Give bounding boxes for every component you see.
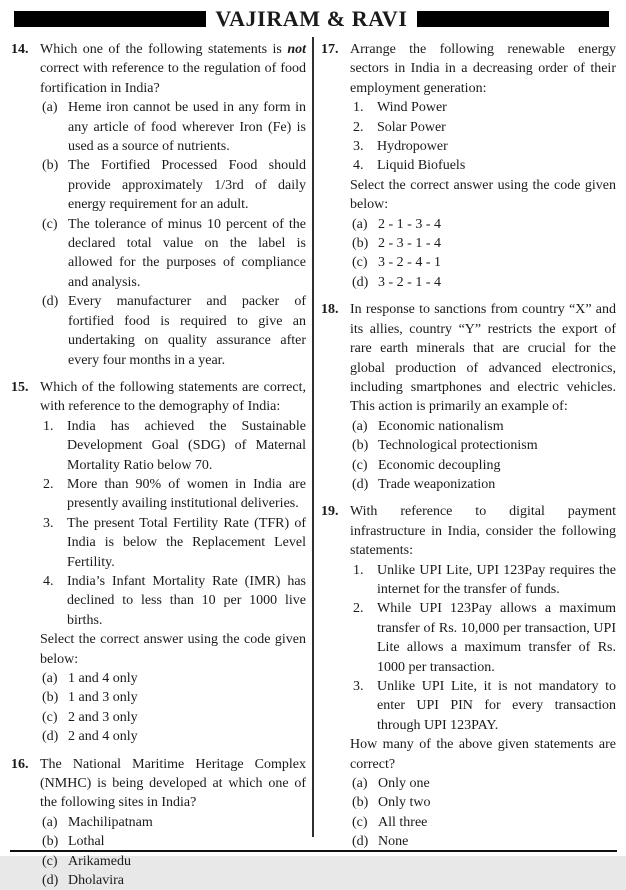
option-b <box>350 436 616 455</box>
question-number: 15. <box>11 379 29 395</box>
option-c <box>350 456 616 475</box>
option-d <box>40 292 306 370</box>
option-a <box>350 215 616 234</box>
item-number: 2. <box>353 119 364 135</box>
item-number: 3. <box>353 679 364 694</box>
list-item-3 <box>350 137 616 156</box>
statement-3 <box>40 514 306 572</box>
statement-2 <box>40 475 306 514</box>
option-a <box>350 417 616 436</box>
option-text: Every manufacturer and packer of fortified food is required to give an undertaking on quality assurance after every four months in a year. <box>68 294 306 368</box>
option-label: (b) <box>42 690 59 706</box>
item-text: More than 90% of women in India are presently availing institutional deliveries. <box>67 476 306 512</box>
option-text: The tolerance of minus 10 percent of the declared total value on the label is allowed for the purposes of compliance and analysis. <box>68 216 306 290</box>
option-b <box>350 793 616 812</box>
option-label: (d) <box>352 274 369 290</box>
item-text: Unlike UPI Lite, it is not mandatory to enter UPI PIN for every transaction through UPI 123PAY. <box>377 679 616 733</box>
option-text: Economic decoupling <box>378 457 501 473</box>
option-text: 2 and 4 only <box>68 729 138 745</box>
item-text: Unlike UPI Lite, UPI 123Pay requires the internet for the transfer of funds. <box>377 562 616 597</box>
column-divider <box>312 37 314 837</box>
option-text: 1 and 3 only <box>68 690 138 706</box>
list-item-1 <box>350 98 616 117</box>
option-label: (a) <box>42 100 58 116</box>
option-d <box>40 727 306 746</box>
question-18 <box>320 300 616 494</box>
header-bar-right <box>417 11 609 27</box>
brand-title: VAJIRAM & RAVI <box>215 6 408 32</box>
item-text: Hydropower <box>377 139 448 155</box>
option-text: The Fortified Processed Food should provide approximately 1/3rd of daily energy requirement for an adult. <box>68 158 306 213</box>
option-text: Arikamedu <box>68 853 131 869</box>
option-a <box>350 774 616 793</box>
item-number: 2. <box>353 601 364 617</box>
option-label: (c) <box>42 853 58 869</box>
option-text: Trade weaponization <box>378 476 496 492</box>
item-text: While UPI 123Pay allows a maximum transfer of Rs. 10,000 per transaction, UPI Lite allows a maximum transfer of Rs. 1000 per transaction. <box>377 601 616 675</box>
option-text: 2 and 3 only <box>68 709 138 725</box>
option-a <box>40 98 306 156</box>
item-text: Liquid Biofuels <box>377 158 466 174</box>
column-right <box>306 40 616 890</box>
option-label: (c) <box>42 216 58 232</box>
option-text: 1 and 4 only <box>68 671 138 686</box>
option-label: (b) <box>352 236 369 252</box>
item-text: India has achieved the Sustainable Development Goal (SDG) of Maternal Mortality Ratio below 70. <box>67 418 306 473</box>
option-text: Lothal <box>68 834 105 850</box>
list-item-4 <box>350 156 616 175</box>
item-number: 4. <box>43 573 54 589</box>
list-item-2 <box>350 118 616 137</box>
item-number: 1. <box>43 418 54 434</box>
question-14 <box>10 40 306 370</box>
statement-1 <box>350 561 616 600</box>
option-d <box>350 475 616 494</box>
item-number: 3. <box>43 515 54 531</box>
option-c <box>40 215 306 293</box>
post-question-text: How many of the above given statements are correct? <box>350 737 616 772</box>
option-c <box>350 813 616 832</box>
option-label: (b) <box>352 795 369 811</box>
option-label: (c) <box>352 457 368 473</box>
option-label: (b) <box>42 158 59 174</box>
question-number: 14. <box>11 42 29 57</box>
item-text: The present Total Fertility Rate (TFR) of India is below the Replacement Level Fertility. <box>67 515 306 570</box>
option-b <box>350 234 616 253</box>
option-label: (a) <box>42 671 58 686</box>
option-d <box>350 832 616 851</box>
stem-emphasis-not: not <box>287 42 306 57</box>
option-label: (d) <box>352 834 369 850</box>
option-text: Machilipatnam <box>68 814 153 830</box>
column-left <box>10 40 306 890</box>
option-text: Technological protectionism <box>378 438 538 454</box>
statement-4 <box>40 572 306 630</box>
option-label: (d) <box>42 873 59 889</box>
option-b <box>40 832 306 851</box>
question-15 <box>10 378 306 747</box>
option-text: Only two <box>378 795 431 811</box>
option-text: Only one <box>378 776 430 792</box>
item-number: 3. <box>353 139 364 155</box>
bottom-rule <box>10 850 617 852</box>
question-17 <box>320 40 616 292</box>
option-text: 3 - 2 - 4 - 1 <box>378 255 441 271</box>
question-stem: Which of the following statements are correct, with reference to the demography of India: <box>40 379 306 415</box>
item-number: 4. <box>353 158 364 174</box>
option-label: (d) <box>42 294 59 310</box>
question-stem: The National Maritime Heritage Complex (NMHC) is being developed at which one of the following sites in India? <box>40 756 306 811</box>
question-number: 18. <box>321 302 339 318</box>
question-number: 17. <box>321 42 339 57</box>
option-label: (c) <box>42 709 58 725</box>
question-stem: Arrange the following renewable energy sectors in India in a decreasing order of their employment generation: <box>350 42 616 96</box>
question-stem <box>40 40 306 98</box>
statement-2 <box>350 599 616 677</box>
item-text: Solar Power <box>377 119 446 135</box>
option-label: (a) <box>352 776 368 792</box>
stem-text: Which one of the following statements is <box>40 42 288 57</box>
option-d <box>350 273 616 292</box>
question-number: 16. <box>11 756 29 772</box>
option-label: (d) <box>42 729 59 745</box>
option-d <box>40 871 306 890</box>
select-code-text: Select the correct answer using the code given below: <box>350 177 616 213</box>
option-c <box>40 852 306 871</box>
page-header <box>0 0 626 32</box>
question-stem: With reference to digital payment infrastructure in India, consider the following statements: <box>350 504 616 559</box>
option-text: Economic nationalism <box>378 418 504 434</box>
item-number: 1. <box>353 100 364 116</box>
option-label: (c) <box>352 814 368 830</box>
option-b <box>40 156 306 214</box>
option-label: (d) <box>352 476 369 492</box>
option-b <box>40 688 306 707</box>
option-text: 2 - 3 - 1 - 4 <box>378 236 441 252</box>
option-text: 2 - 1 - 3 - 4 <box>378 216 441 232</box>
question-number: 19. <box>321 504 339 520</box>
option-text: Dholavira <box>68 873 124 889</box>
option-text: None <box>378 834 409 850</box>
option-text: Heme iron cannot be used in any form in any article of food wherever Iron (Fe) is used as a source of nutrients. <box>68 100 306 155</box>
question-19 <box>320 502 616 851</box>
option-label: (c) <box>352 255 368 271</box>
select-code-text: Select the correct answer using the code given below: <box>40 632 306 667</box>
option-c <box>350 253 616 272</box>
header-bar-left <box>14 11 206 27</box>
option-label: (b) <box>42 834 59 850</box>
option-label: (a) <box>42 814 58 830</box>
item-text: Wind Power <box>377 100 447 116</box>
option-c <box>40 708 306 727</box>
stem-text: correct with reference to the regulation of food fortification in India? <box>40 61 306 96</box>
question-16 <box>10 755 306 890</box>
item-number: 2. <box>43 476 54 492</box>
item-text: India’s Infant Mortality Rate (IMR) has declined to less than 10 per 1000 live births. <box>67 573 306 628</box>
option-text: All three <box>378 814 428 830</box>
option-label: (b) <box>352 438 369 454</box>
option-a <box>40 813 306 832</box>
option-a <box>40 669 306 688</box>
statement-1 <box>40 417 306 475</box>
question-stem: In response to sanctions from country “X” and its allies, country “Y” restricts the export of rare earth minerals that are crucial for the global production of advanced electronics, including smartphones and electric vehicles. This action is primarily an example of: <box>350 302 616 415</box>
item-number: 1. <box>353 562 364 578</box>
option-label: (a) <box>352 216 368 232</box>
statement-3 <box>350 677 616 735</box>
option-label: (a) <box>352 418 368 434</box>
option-text: 3 - 2 - 1 - 4 <box>378 274 441 290</box>
